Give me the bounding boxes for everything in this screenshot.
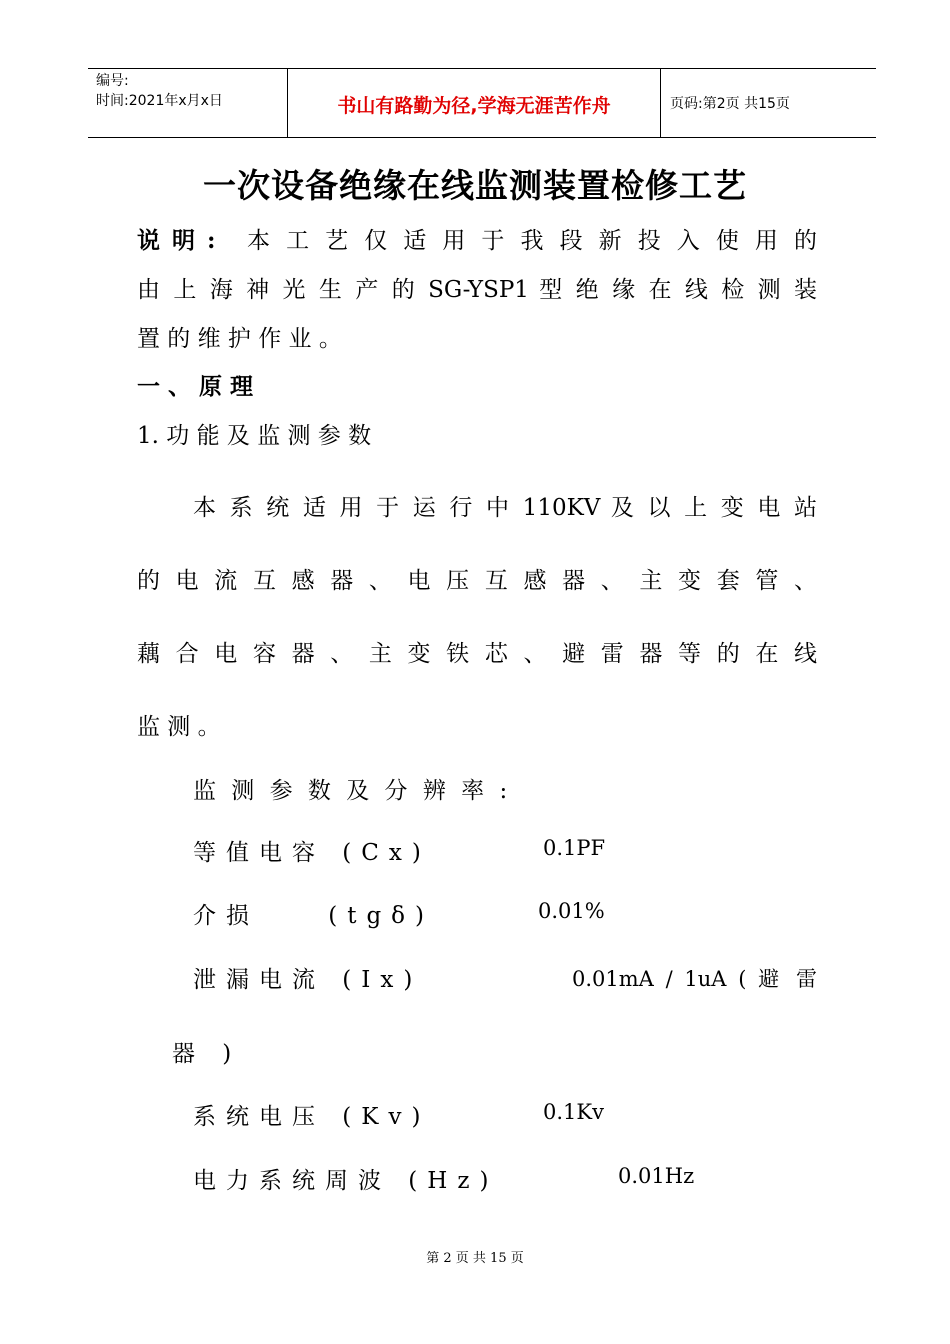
params-title: 监 测 参 数 及 分 辨 率 : xyxy=(193,778,512,804)
paragraph-line: 的 电 流 互 感 器 、 电 压 互 感 器 、 主 变 套 管 、 xyxy=(137,568,817,594)
header-meta xyxy=(88,69,286,137)
paragraph-line: 藕 合 电 容 器 、 主 变 铁 芯 、 避 雷 器 等 的 在 线 xyxy=(137,641,817,667)
note-line-3: 置 的 维 护 作 业 。 xyxy=(137,326,342,352)
subsection-heading: 1. 功 能 及 监 测 参 数 xyxy=(137,423,372,449)
param-name: 电力系统周波 (Hz) xyxy=(193,1168,499,1194)
page-header xyxy=(88,68,876,138)
header-page-label: 页码:第2页 共15页 xyxy=(670,96,790,112)
param-value: 0.01mA / 1uA ( 避 雷 xyxy=(572,967,817,991)
note-line-1 xyxy=(137,222,817,255)
param-value: 0.01Hz xyxy=(618,1164,695,1188)
note-label: 说 明 : xyxy=(137,227,218,254)
note-line-2: 由 上 海 神 光 生 产 的 SG-YSP1 型 绝 缘 在 线 检 测 装 xyxy=(137,277,817,303)
param-value: 0.01% xyxy=(538,899,605,923)
param-value: 0.1PF xyxy=(543,836,606,860)
param-value: 0.1Kv xyxy=(543,1100,604,1124)
header-divider xyxy=(660,69,661,137)
param-name: 泄漏电流 (Ix) xyxy=(193,967,423,993)
time-label: 时间:2021年x月x日 xyxy=(96,93,223,109)
number-label: 编号: xyxy=(96,73,129,89)
header-motto: 书山有路勤为径,学海无涯苦作舟 xyxy=(337,95,611,117)
param-name: 介损 (tgδ) xyxy=(193,903,435,929)
param-name: 等值电容 (Cx) xyxy=(193,840,431,866)
note-text: 本 工 艺 仅 适 用 于 我 段 新 投 入 使 用 的 xyxy=(247,228,817,254)
param-name: 系统电压 (Kv) xyxy=(193,1104,431,1130)
param-value-wrap: 器 ) xyxy=(172,1041,242,1067)
page-title: 一次设备绝缘在线监测装置检修工艺 xyxy=(203,166,747,205)
paragraph-line: 本 系 统 适 用 于 运 行 中 110KV 及 以 上 变 电 站 xyxy=(193,495,817,521)
page-footer: 第 2 页 共 15 页 xyxy=(426,1251,524,1266)
section-heading: 一 、 原 理 xyxy=(137,373,254,400)
paragraph-line: 监 测 。 xyxy=(137,714,221,740)
